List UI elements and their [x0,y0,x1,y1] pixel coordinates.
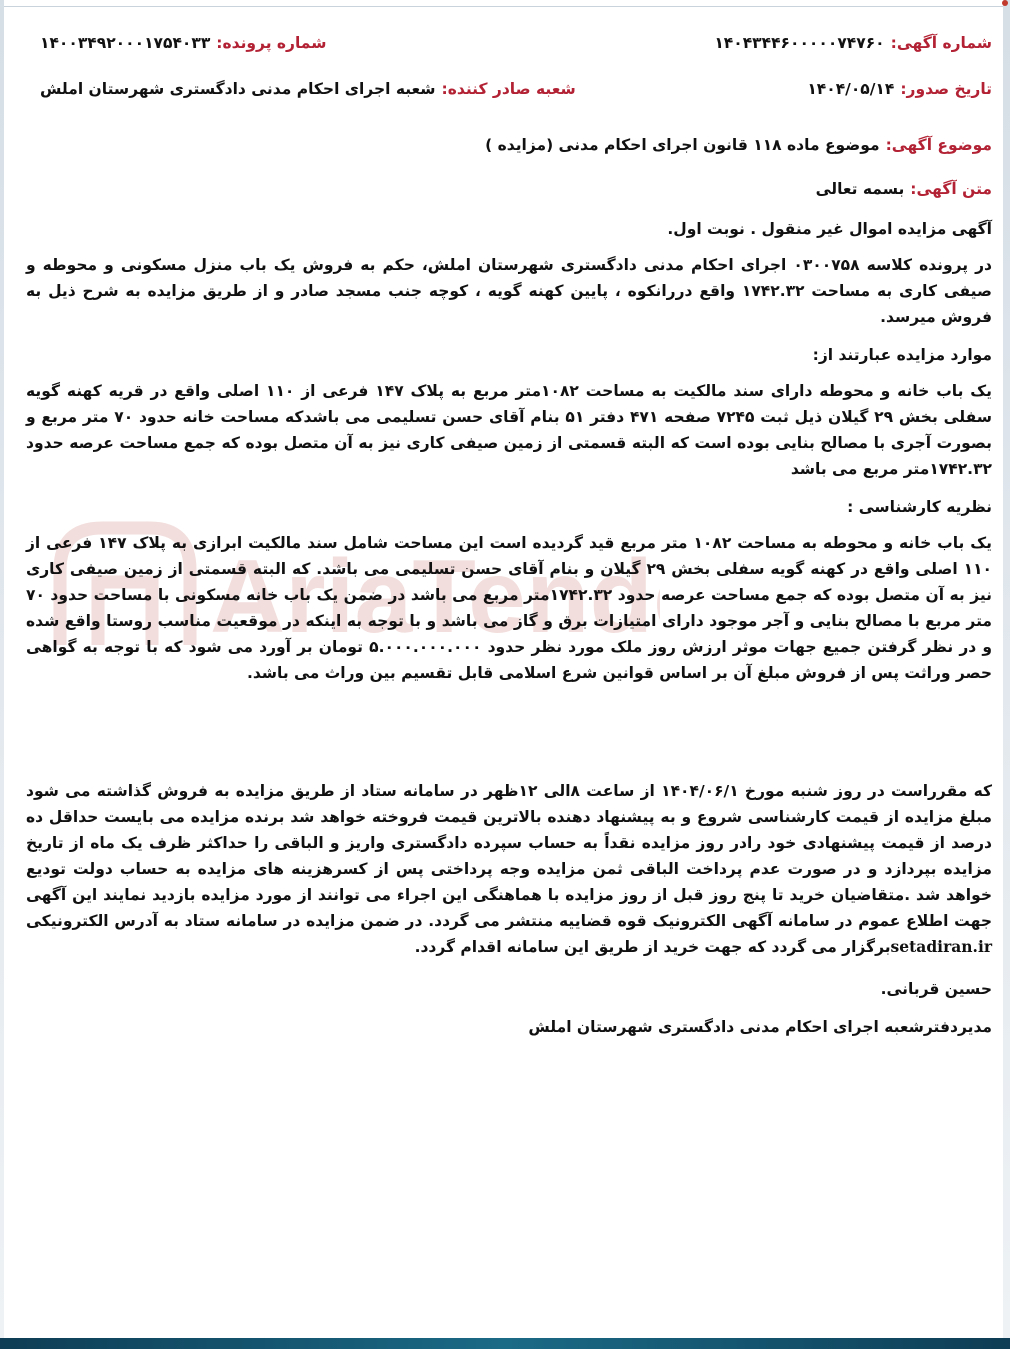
paragraph-expert-opinion: یک باب خانه و محوطه به مساحت ۱۰۸۲ متر مربع قید گردیده است این مساحت شامل سند مالکیت ابرازی به پلاک ۱۴۷ فرعی از ۱۱۰ اصلی واقع در کهنه گویه سفلی بخش ۲۹ گیلان و بنام آقای حسن تسلیمی می باشد. که البته قسمتی از زمین صیفی کاری نیز به آن متصل بوده که جمع مساحت عرصه حدود ۱۷۴۲.۳۲متر مربع می باشد در ضمن یک باب خانه مسکونی با مساحت حدود ۷۰ متر مربع با مصالح بنایی و آجر موجود دارای امتیازات برق و گاز می باشد و با توجه به اینکه در موقعیت مناسب روستا واقع شده و در نظر گرفتن جمیع جهات موثر ارزش روز ملک مورد نظر حدود ۵.۰۰۰.۰۰۰.۰۰۰ تومان بر آورد می شود که با توجه به گواهی حصر وراثت پس از فروش مبلغ آن بر اساس قوانین شرع اسلامی قابل تقسیم بین وراث می باشد. [26,534,993,682]
window-right-border [1003,0,1010,1338]
paragraph-auction-terms [26,778,992,960]
case-number-label: شماره پرونده: [216,34,327,52]
issue-date [807,76,992,102]
case-number [40,30,326,56]
issuer [40,76,576,102]
setadiran-link[interactable]: setadiran.ir [890,937,992,956]
auction-title: آگهی مزایده اموال غیر منقول . نوبت اول. [667,220,992,238]
notice-number-value: ۱۴۰۴۳۴۴۶۰۰۰۰۰۷۴۷۶۰ [714,34,885,52]
notice-topic [26,132,992,158]
paragraph-case-intro: در پرونده کلاسه ۰۳۰۰۷۵۸ اجرای احکام مدنی دادگستری شهرستان املش، حکم به فروش یک باب منزل مسکونی و محوطه و صیفی کاری به مساحت ۱۷۴۲.۳۲ واقع دررانکوه ، پایین کهنه گویه ، کوچه جنب مسجد صادر و از طریق مزایده به شرح ذیل به فروش میرسد. [26,256,993,326]
auction-terms-text: که مقرراست در روز شنبه مورخ ۱۴۰۴/۰۶/۱ از ساعت ۸الی ۱۲ظهر در سامانه ستاد از طریق مزایده به فروش گذاشته می شود مبلغ مزایده از قیمت کارشناسی شروع و به پیشنهاد دهنده بالاترین قیمت فروخته خواهد شد برنده مزایده می بایست حداقل ده درصد از قیمت پیشنهادی خود رادر روز مزایده نقداً به حساب سپرده دادگستری واریز و الباقی را حداکثر ظرف یک ماه از تاریخ مزایده بپردازد و در صورت عدم پرداخت الباقی ثمن مزایده وجه پرداختی پس از کسرهزینه های مزایده به حساب دولت تودیع خواهد شد .متقاضیان خرید تا پنج روز قبل از روز مزایده با هماهنگی این اجراء می توانند از مورد مزایده بازدید نمایند این آگهی جهت اطلاع عموم در سامانه آگهی الکترونیک قوه قضاییه منتشر می گردد. در ضمن مزایده در سامانه ستاد به آدرس الکترونیکی [26,782,993,930]
case-number-value: ۱۴۰۰۳۴۹۲۰۰۰۱۷۵۴۰۳۳ [40,34,211,52]
blank-space [26,686,992,768]
signer-name: حسین قربانی. [880,980,992,998]
paragraph-property-description: یک باب خانه و محوطه دارای سند مالکیت به مساحت ۱۰۸۲متر مربع به پلاک ۱۴۷ فرعی از ۱۱۰ اصلی واقع در قریه کهنه گویه سفلی بخش ۲۹ گیلان ذیل ثبت ۷۲۴۵ صفحه ۴۷۱ دفتر ۵۱ بنام آقای حسن تسلیمی می باشدکه مساحت خانه حدود ۷۰ متر مربع و بصورت آجری با مصالح بنایی بوده است که البته قسمتی از زمین صیفی کاری نیز به آن متصل بوده که جمع مساحت عرصه حدود ۱۷۴۲.۳۲متر مربع می باشد [26,382,992,478]
text-label: متن آگهی: [910,180,992,198]
notice-number-label: شماره آگهی: [890,34,992,52]
signer-title: مدیردفترشعبه اجرای احکام مدنی دادگستری شهرستان املش [528,1018,992,1036]
text-intro: بسمه تعالی [815,180,905,198]
bottom-taskbar [0,1338,1010,1349]
meta-row-numbers [26,30,992,58]
topic-label: موضوع آگهی: [885,136,992,154]
expert-opinion-heading: نظریه کارشناسی : [847,498,992,516]
watermark-text: AriaTend [210,539,654,655]
notice-number [714,30,992,56]
items-heading: موارد مزایده عبارتند از: [812,346,992,364]
issue-date-label: تاریخ صدور: [900,80,992,98]
window-top-border [0,0,1010,7]
auction-terms-end: برگزار می گردد که جهت خرید از طریق این سامانه اقدام گردد. [414,938,891,956]
notice-document [26,30,992,1040]
notice-text-header [26,176,992,202]
issuer-label: شعبه صادر کننده: [441,80,576,98]
meta-row-issue [26,76,992,104]
close-dot-icon[interactable] [1002,0,1008,6]
issuer-value: شعبه اجرای احکام مدنی دادگستری شهرستان املش [40,80,436,98]
topic-value: موضوع ماده ۱۱۸ قانون اجرای احکام مدنی (مزایده ) [485,136,880,154]
issue-date-value: ۱۴۰۴/۰۵/۱۴ [807,80,895,98]
window-left-border [0,0,4,1338]
